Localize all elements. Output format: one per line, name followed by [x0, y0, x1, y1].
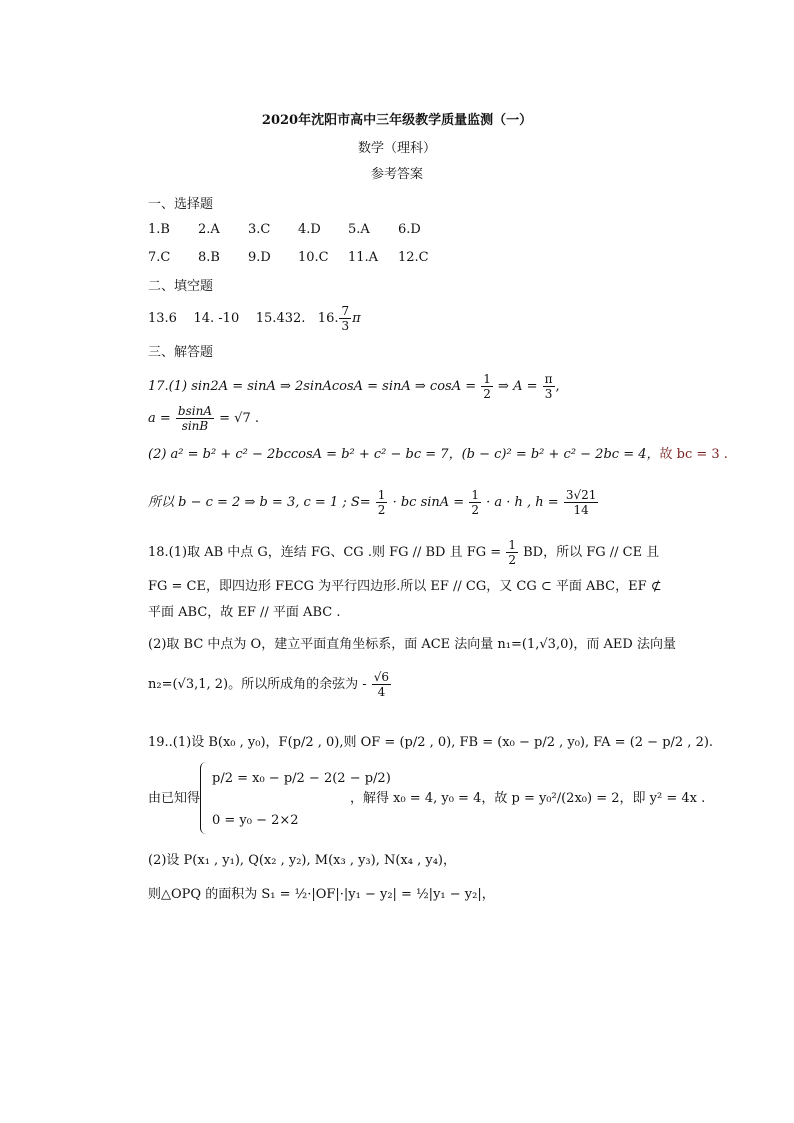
- answer-16-fraction: $\frac{7}{3}$: [341, 304, 350, 333]
- section2-heading: 二、填空题: [148, 279, 214, 294]
- answer-2: 2.A: [198, 222, 220, 237]
- q18-line2: FG = CE，即四边形 FECG 为平行四边形.所以 EF // CG，又 CG ⊂ 平面 ABC，EF ⊄: [148, 579, 662, 594]
- system-brace: [200, 762, 211, 834]
- fill-answers: 13.6 14. -10 15.432. 16. $\frac{7}{3}$ π: [148, 304, 361, 333]
- answer-7: 7.C: [148, 250, 171, 265]
- doc-subtitle: 数学（理科）: [357, 141, 436, 156]
- q17-line3: (2) a² = b² + c² − 2bccosA = b² + c² − bc = 7，(b − c)² = b² + c² − 2bc = 4，故 bc = 3 .: [148, 447, 728, 462]
- section1-heading: 一、选择题: [148, 197, 214, 212]
- q18-line5: n₂=(√3,1, 2)。所以所成角的余弦为 - $\frac{√6}{4}$: [148, 670, 390, 699]
- doc-title: 2020年沈阳市高中三年级教学质量监测（一）: [261, 113, 533, 128]
- q19-equation-1: p/2 = x₀ − p/2 − 2(2 − p/2): [212, 771, 391, 786]
- q19-line2-label: 由已知得: [148, 791, 201, 806]
- answer-5: 5.A: [348, 222, 370, 237]
- q19-line3: (2)设 P(x₁ , y₁), Q(x₂ , y₂), M(x₃ , y₃), N(x₄ , y₄)，: [148, 853, 456, 868]
- answer-1: 1.B: [148, 222, 170, 237]
- answer-9: 9.D: [248, 250, 271, 265]
- answer-10: 10.C: [298, 250, 329, 265]
- q17-line2: a = $\frac{bsinA}{\sin B}$ = √7 .: [148, 404, 259, 433]
- q19-equation-2: 0 = y₀ − 2×2: [212, 813, 299, 828]
- choice-answers-row2: [148, 250, 448, 265]
- answer-8: 8.B: [198, 250, 220, 265]
- q19-line4: 则△OPQ 的面积为 S₁ = ½·|OF|·|y₁ − y₂| = ½|y₁ − y₂|，: [148, 887, 495, 902]
- answer-3: 3.C: [248, 222, 271, 237]
- q17-highlight: 故 bc = 3 .: [659, 447, 728, 462]
- answer-6: 6.D: [398, 222, 421, 237]
- answer-16: 16.: [317, 311, 339, 326]
- choice-answers-row1: [148, 222, 448, 237]
- section3-heading: 三、解答题: [148, 345, 214, 360]
- answer-13: 13.6: [148, 311, 177, 326]
- answer-4: 4.D: [298, 222, 321, 237]
- q19-line1: 19..(1)设 B(x₀ , y₀)，F(p/2 , 0),则 OF = (p/2 , 0), FB = (x₀ − p/2 , y₀), FA = (2 − p/2 , 2).: [148, 735, 714, 750]
- answer-14: 14. -10: [193, 311, 240, 326]
- answer-11: 11.A: [348, 250, 379, 265]
- q18-line3: 平面 ABC，故 EF // 平面 ABC .: [148, 605, 341, 620]
- q18-line1: 18.(1)取 AB 中点 G，连结 FG、CG .则 FG // BD 且 FG = $\frac{1}{2}$ BD，所以 FG // CE 且: [148, 538, 660, 567]
- answers-title: 参考答案: [370, 167, 423, 182]
- q17-line4: 所以 b − c = 2 ⇒ b = 3, c = 1 ; S= $\frac{1}{2}$ · bc sinA = $\frac{1}{2}$ · a · h , h = $\frac{3√21}{14}$: [148, 488, 597, 517]
- answer-15: 15.432.: [255, 311, 306, 326]
- answer-12: 12.C: [398, 250, 429, 265]
- q17-line1: 17.(1) sin2A = sinA ⇒ 2sinAcosA = sinA ⇒ cosA = $\frac{1}{2}$ ⇒ A = $\frac{\pi}{3}$ ,: [148, 372, 560, 401]
- q18-line4: (2)取 BC 中点为 O，建立平面直角坐标系，面 ACE 法向量 n₁=(1,√3,0)，而 AED 法向量: [148, 637, 676, 652]
- q19-line2-tail: ，解得 x₀ = 4, y₀ = 4，故 p = y₀²/(2x₀) = 2，即 y² = 4x .: [350, 791, 706, 806]
